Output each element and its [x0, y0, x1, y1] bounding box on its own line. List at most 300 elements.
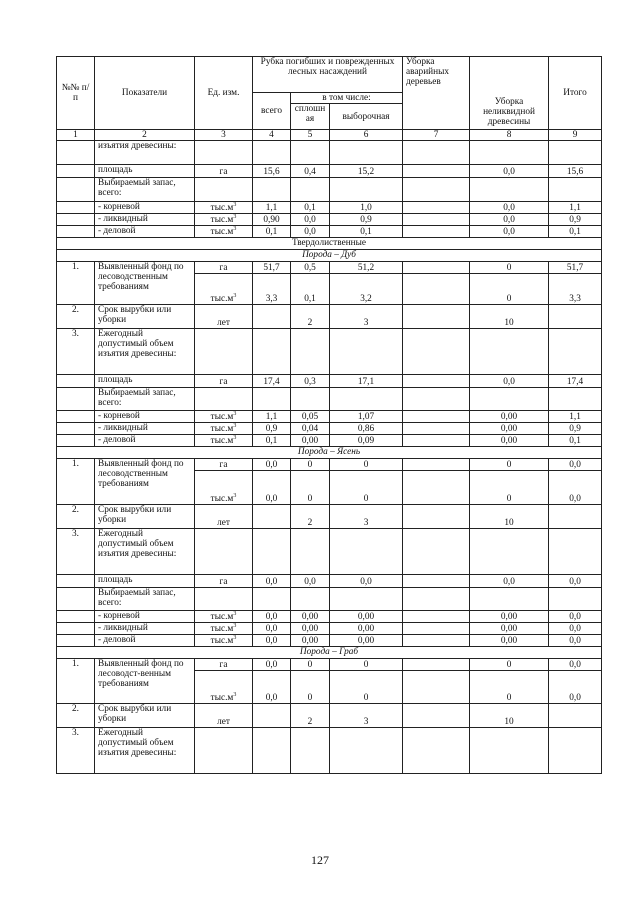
row-value	[330, 388, 403, 411]
row-unit: лет	[195, 704, 253, 728]
table-row	[57, 411, 602, 423]
table-row	[57, 588, 602, 611]
row-value	[330, 141, 403, 165]
column-number: 8	[470, 130, 549, 141]
row-number	[57, 202, 95, 214]
row-unit	[195, 728, 253, 774]
row-value: 1,1	[253, 202, 291, 214]
row-unit	[195, 141, 253, 165]
row-number	[57, 623, 95, 635]
row-unit: га	[195, 659, 253, 671]
column-number: 9	[549, 130, 602, 141]
row-value	[549, 704, 602, 728]
row-value: 0,00	[470, 611, 549, 623]
table-row	[57, 178, 602, 202]
row-value: 2	[291, 505, 330, 529]
row-unit: $тыс.м^3$	[195, 623, 253, 635]
row-value	[403, 505, 470, 529]
row-value: 0,0	[470, 375, 549, 388]
row-label: изъятия древесины:	[95, 141, 195, 165]
row-value: 0	[291, 471, 330, 505]
row-value	[549, 178, 602, 202]
row-value: 10	[470, 305, 549, 329]
row-number	[57, 226, 95, 238]
row-value: 0,1	[253, 435, 291, 447]
row-value	[403, 611, 470, 623]
row-number	[57, 411, 95, 423]
row-value: 0	[470, 659, 549, 671]
row-unit: га	[195, 575, 253, 588]
header-row-1	[57, 57, 602, 93]
row-value: 0	[291, 671, 330, 704]
row-value: 51,7	[253, 262, 291, 274]
row-value: 51,2	[330, 262, 403, 274]
column-number: 3	[195, 130, 253, 141]
col-felling-header: Рубка погибших и поврежденных лесных насаждений	[253, 57, 403, 93]
row-value	[403, 214, 470, 226]
row-number	[57, 575, 95, 588]
row-value: 0,09	[330, 435, 403, 447]
row-number	[57, 635, 95, 647]
row-value: 0,0	[470, 226, 549, 238]
row-value	[253, 588, 291, 611]
row-unit: $тыс.м^3$	[195, 274, 253, 305]
row-value: 0	[330, 459, 403, 471]
row-number: 3.	[57, 728, 95, 774]
row-value: 3	[330, 704, 403, 728]
row-value: 0,1	[330, 226, 403, 238]
row-value	[549, 388, 602, 411]
row-value: 0,1	[549, 435, 602, 447]
table-row	[57, 704, 602, 728]
row-value: 15,2	[330, 165, 403, 178]
row-value: 3	[330, 305, 403, 329]
row-value: 0,00	[291, 635, 330, 647]
row-value	[253, 529, 291, 575]
col-nonliquid-header: Уборка неликвидной древесины	[470, 57, 549, 130]
row-value	[403, 375, 470, 388]
row-label: площадь	[95, 575, 195, 588]
row-value: 17,4	[549, 375, 602, 388]
table-row	[57, 611, 602, 623]
row-value	[403, 388, 470, 411]
row-value: 0,0	[549, 635, 602, 647]
row-label: Ежегодный допустимый объем изъятия древесины:	[95, 329, 195, 375]
row-value	[403, 305, 470, 329]
row-value: 0,0	[253, 671, 291, 704]
row-label: - корневой	[95, 202, 195, 214]
row-unit: га	[195, 459, 253, 471]
row-value: 2	[291, 704, 330, 728]
row-value	[549, 505, 602, 529]
row-value	[470, 388, 549, 411]
row-unit: лет	[195, 305, 253, 329]
row-value	[330, 588, 403, 611]
table-row	[57, 305, 602, 329]
row-value: 0,00	[330, 635, 403, 647]
row-value: 0,0	[253, 611, 291, 623]
row-value: 0,0	[549, 459, 602, 471]
row-value	[403, 671, 470, 704]
row-value	[253, 141, 291, 165]
row-value: 0,9	[253, 423, 291, 435]
row-value	[549, 728, 602, 774]
table-row	[57, 388, 602, 411]
row-value	[403, 178, 470, 202]
row-value: 0	[470, 671, 549, 704]
row-label: Выявленный фонд по лесоводственным требованиям	[95, 262, 195, 305]
row-label: Выбираемый запас, всего:	[95, 588, 195, 611]
row-value	[253, 329, 291, 375]
row-value	[470, 141, 549, 165]
row-value	[403, 435, 470, 447]
row-value: 0,0	[253, 471, 291, 505]
row-unit: лет	[195, 505, 253, 529]
row-value: 1,1	[253, 411, 291, 423]
row-number: 1.	[57, 262, 95, 305]
col-indicators-header: Показатели	[95, 57, 195, 130]
row-value	[403, 459, 470, 471]
col-selective-header: выборочная	[330, 104, 403, 130]
row-value: 0,0	[253, 459, 291, 471]
row-value	[470, 588, 549, 611]
row-value: 0,0	[291, 575, 330, 588]
row-unit: га	[195, 375, 253, 388]
row-value: 0	[470, 459, 549, 471]
row-value: 0	[470, 274, 549, 305]
row-value: 1,0	[330, 202, 403, 214]
species-heading-title: Порода – Ясень	[57, 447, 602, 459]
col-clear-header: сплошн ая	[291, 104, 330, 130]
row-value: 0,0	[470, 575, 549, 588]
row-value: 0,0	[253, 575, 291, 588]
row-unit: $тыс.м^3$	[195, 202, 253, 214]
table-row	[57, 141, 602, 165]
row-value: 0	[291, 659, 330, 671]
row-value	[403, 141, 470, 165]
row-unit: $тыс.м^3$	[195, 635, 253, 647]
row-number	[57, 611, 95, 623]
row-value	[253, 728, 291, 774]
row-value: 0,0	[470, 165, 549, 178]
row-value	[470, 728, 549, 774]
row-value: 3,3	[253, 274, 291, 305]
row-value	[291, 141, 330, 165]
row-label: - корневой	[95, 411, 195, 423]
row-value: 0,0	[549, 659, 602, 671]
table-row	[57, 505, 602, 529]
row-value: 0,00	[470, 411, 549, 423]
row-label: - деловой	[95, 635, 195, 647]
row-value: 0,0	[549, 623, 602, 635]
row-value: 0,1	[291, 274, 330, 305]
row-value: 0,9	[330, 214, 403, 226]
row-value: 0,9	[549, 214, 602, 226]
row-value: 0,0	[549, 471, 602, 505]
row-number	[57, 423, 95, 435]
row-value	[253, 305, 291, 329]
row-value: 0,00	[470, 423, 549, 435]
row-value: 0,04	[291, 423, 330, 435]
row-value	[549, 305, 602, 329]
column-number: 7	[403, 130, 470, 141]
row-label: Выявленный фонд по лесоводственным требованиям	[95, 459, 195, 505]
column-number: 5	[291, 130, 330, 141]
row-value: 0,1	[549, 226, 602, 238]
row-value: 0,0	[330, 575, 403, 588]
row-value	[403, 704, 470, 728]
row-value: 0,0	[549, 575, 602, 588]
row-value	[470, 329, 549, 375]
row-value: 3,2	[330, 274, 403, 305]
row-value	[549, 588, 602, 611]
row-value	[291, 529, 330, 575]
table-row	[57, 659, 602, 671]
row-number	[57, 141, 95, 165]
row-value	[403, 226, 470, 238]
row-value	[403, 635, 470, 647]
table-row	[57, 529, 602, 575]
row-number	[57, 165, 95, 178]
row-unit: $тыс.м^3$	[195, 471, 253, 505]
col-num-header: №№ п/п	[57, 57, 95, 130]
row-number: 1.	[57, 459, 95, 505]
column-number: 4	[253, 130, 291, 141]
row-label: - ликвидный	[95, 623, 195, 635]
row-value: 2	[291, 305, 330, 329]
row-value	[253, 704, 291, 728]
row-value	[403, 659, 470, 671]
group-heading	[57, 238, 602, 250]
row-unit: $тыс.м^3$	[195, 671, 253, 704]
table-row	[57, 635, 602, 647]
row-value: 0,00	[470, 623, 549, 635]
row-value	[403, 411, 470, 423]
table-row	[57, 728, 602, 774]
row-number	[57, 214, 95, 226]
row-value	[291, 728, 330, 774]
row-unit: $тыс.м^3$	[195, 611, 253, 623]
row-value: 0,3	[291, 375, 330, 388]
row-value: 0,0	[291, 226, 330, 238]
row-label: Срок вырубки или уборки	[95, 505, 195, 529]
col-including-header: в том числе:	[291, 93, 403, 104]
table-row	[57, 214, 602, 226]
row-value: 0,1	[253, 226, 291, 238]
row-unit: га	[195, 165, 253, 178]
row-value: 3	[330, 505, 403, 529]
species-heading-title: Порода – Граб	[57, 647, 602, 659]
table-row	[57, 459, 602, 471]
row-unit: $тыс.м^3$	[195, 435, 253, 447]
row-value: 1,07	[330, 411, 403, 423]
table-row	[57, 329, 602, 375]
row-value: 0,90	[253, 214, 291, 226]
row-unit	[195, 588, 253, 611]
row-value: 0,00	[330, 611, 403, 623]
row-value: 0,00	[470, 635, 549, 647]
row-unit: $тыс.м^3$	[195, 226, 253, 238]
row-value: 0,4	[291, 165, 330, 178]
species-heading-title: Порода – Дуб	[57, 250, 602, 262]
row-value	[403, 423, 470, 435]
row-value	[403, 588, 470, 611]
row-value: 0,86	[330, 423, 403, 435]
row-value	[403, 623, 470, 635]
row-value: 0,0	[253, 623, 291, 635]
row-value: 0	[330, 471, 403, 505]
row-value	[330, 329, 403, 375]
row-value: 1,1	[549, 202, 602, 214]
row-value: 0,0	[549, 611, 602, 623]
row-number: 3.	[57, 529, 95, 575]
row-number	[57, 178, 95, 202]
row-number: 2.	[57, 505, 95, 529]
row-value: 0,1	[291, 202, 330, 214]
column-number: 6	[330, 130, 403, 141]
row-label: Срок вырубки или уборки	[95, 704, 195, 728]
column-number-row	[57, 130, 602, 141]
row-label: Ежегодный допустимый объем изъятия древесины:	[95, 728, 195, 774]
row-number	[57, 388, 95, 411]
row-label: - ликвидный	[95, 423, 195, 435]
row-unit	[195, 529, 253, 575]
row-label: площадь	[95, 375, 195, 388]
row-number: 2.	[57, 305, 95, 329]
row-value	[253, 505, 291, 529]
row-value	[330, 529, 403, 575]
row-value	[291, 588, 330, 611]
species-heading	[57, 447, 602, 459]
row-value	[403, 471, 470, 505]
col-unit-header: Ед. изм.	[195, 57, 253, 130]
row-label: площадь	[95, 165, 195, 178]
col-all-header: всего	[253, 93, 291, 130]
row-value: 0,00	[470, 435, 549, 447]
row-value: 17,4	[253, 375, 291, 388]
row-label: Срок вырубки или уборки	[95, 305, 195, 329]
row-label: Ежегодный допустимый объем изъятия древесины:	[95, 529, 195, 575]
row-value: 0,00	[330, 623, 403, 635]
row-value: 17,1	[330, 375, 403, 388]
row-unit: га	[195, 262, 253, 274]
row-value	[403, 202, 470, 214]
column-number: 1	[57, 130, 95, 141]
row-value: 0,9	[549, 423, 602, 435]
group-heading-title: Твердолиственные	[57, 238, 602, 250]
col-total-header: Итого	[549, 57, 602, 130]
page-number: 127	[311, 853, 329, 867]
row-label: Выбираемый запас, всего:	[95, 178, 195, 202]
row-value: 0,5	[291, 262, 330, 274]
row-label: - деловой	[95, 435, 195, 447]
row-value: 0	[330, 671, 403, 704]
table-row	[57, 202, 602, 214]
forestry-table	[56, 56, 602, 774]
row-unit: $тыс.м^3$	[195, 411, 253, 423]
table-row	[57, 262, 602, 274]
row-value: 10	[470, 704, 549, 728]
row-value: 0	[330, 659, 403, 671]
row-value: 0,00	[291, 623, 330, 635]
row-value: 15,6	[549, 165, 602, 178]
row-number	[57, 435, 95, 447]
row-number: 3.	[57, 329, 95, 375]
row-value	[253, 178, 291, 202]
row-value: 10	[470, 505, 549, 529]
species-heading	[57, 250, 602, 262]
row-number	[57, 375, 95, 388]
row-unit	[195, 329, 253, 375]
row-value: 0,0	[253, 635, 291, 647]
row-label: - корневой	[95, 611, 195, 623]
row-value	[291, 178, 330, 202]
row-label: Выявленный фонд по лесоводст-венным требованиям	[95, 659, 195, 704]
row-value: 0,0	[470, 214, 549, 226]
row-label: Выбираемый запас, всего:	[95, 388, 195, 411]
col-emergency-header: Уборка аварийных деревьев	[403, 57, 470, 130]
column-number: 2	[95, 130, 195, 141]
row-value	[549, 329, 602, 375]
table-row	[57, 435, 602, 447]
table-body	[57, 57, 602, 774]
row-value: 0,00	[291, 611, 330, 623]
row-unit	[195, 178, 253, 202]
row-value	[549, 141, 602, 165]
row-unit: $тыс.м^3$	[195, 423, 253, 435]
row-number: 1.	[57, 659, 95, 704]
row-value	[330, 178, 403, 202]
row-value: 0	[470, 262, 549, 274]
row-unit: $тыс.м^3$	[195, 214, 253, 226]
row-value	[403, 728, 470, 774]
row-value: 0,0	[549, 671, 602, 704]
row-unit	[195, 388, 253, 411]
table-row	[57, 623, 602, 635]
row-value	[291, 329, 330, 375]
row-value: 0	[291, 459, 330, 471]
row-value	[330, 728, 403, 774]
table-row	[57, 375, 602, 388]
table-row	[57, 575, 602, 588]
row-value: 15,6	[253, 165, 291, 178]
row-value: 0,0	[291, 214, 330, 226]
row-value: 0	[470, 471, 549, 505]
row-value	[403, 329, 470, 375]
row-value	[403, 262, 470, 274]
row-value	[403, 529, 470, 575]
row-value	[403, 165, 470, 178]
row-value	[403, 575, 470, 588]
row-value	[291, 388, 330, 411]
table-row	[57, 226, 602, 238]
row-number	[57, 588, 95, 611]
row-label: - ликвидный	[95, 214, 195, 226]
row-value: 0,0	[253, 659, 291, 671]
row-value: 0,00	[291, 435, 330, 447]
row-label: - деловой	[95, 226, 195, 238]
row-value: 1,1	[549, 411, 602, 423]
row-value: 51,7	[549, 262, 602, 274]
row-value	[470, 178, 549, 202]
row-value: 0,0	[470, 202, 549, 214]
table-row	[57, 165, 602, 178]
row-value: 3,3	[549, 274, 602, 305]
species-heading	[57, 647, 602, 659]
table-row	[57, 423, 602, 435]
row-value: 0,05	[291, 411, 330, 423]
row-number: 2.	[57, 704, 95, 728]
